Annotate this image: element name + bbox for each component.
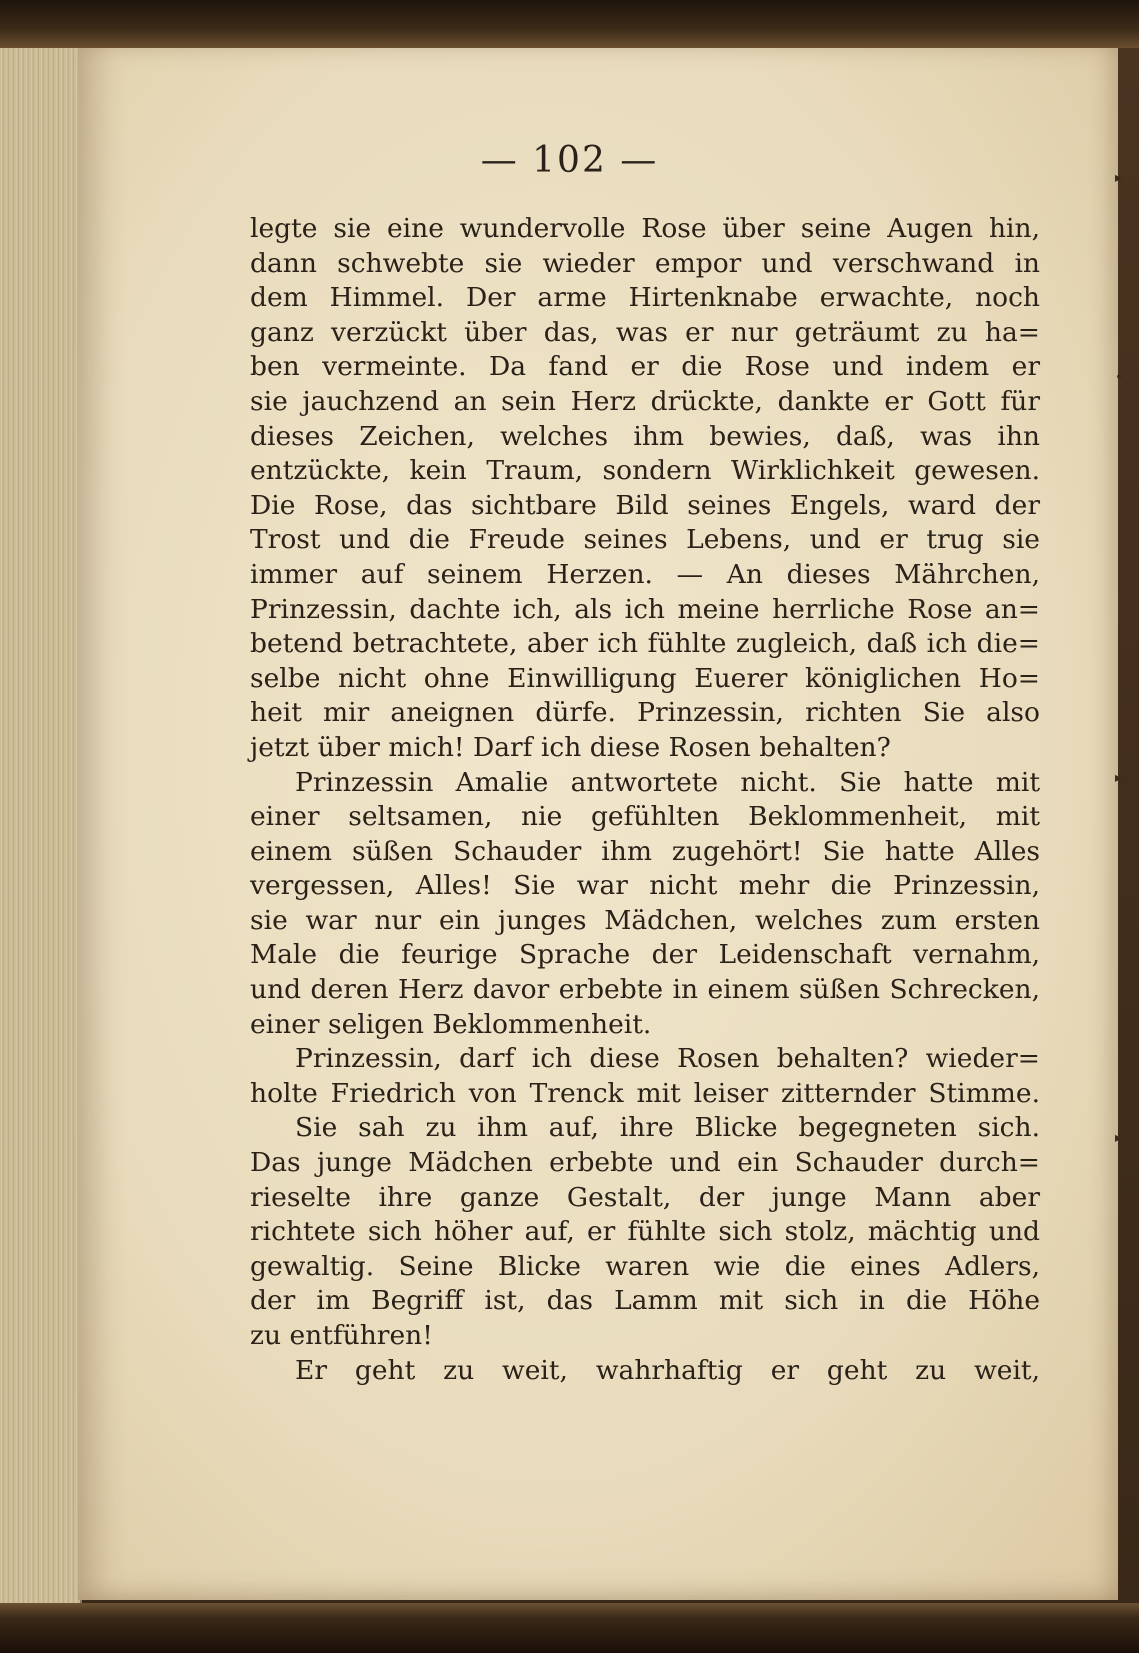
text-line: zu entführen! — [250, 1320, 433, 1351]
text-line: und deren Herz davor erbebte in einem süßen Schrecken, — [250, 974, 1040, 1006]
book-cover-top — [0, 0, 1139, 48]
text-line: betend betrachtete, aber ich fühlte zugleich, daß ich die= — [250, 628, 1040, 660]
text-line: selbe nicht ohne Einwilligung Euerer königlichen Ho= — [250, 662, 1040, 694]
text-line: dann schwebte sie wieder empor und verschwand in — [250, 247, 1040, 279]
page-text-body — [250, 212, 1040, 1388]
text-line: legte sie eine wundervolle Rose über seine Augen hin, — [250, 213, 1040, 244]
text-line: Male die feurige Sprache der Leidenschaft vernahm, — [250, 939, 1040, 971]
margin-mark: ▸ — [1115, 1130, 1123, 1146]
text-line: Die Rose, das sichtbare Bild seines Engels, ward der — [250, 489, 1040, 521]
text-line: sie jauchzend an sein Herz drückte, dankte er Gott für — [250, 385, 1040, 417]
margin-mark: ▸ — [1115, 170, 1123, 186]
text-line: immer auf seinem Herzen. — An dieses Mährchen, — [250, 558, 1040, 590]
page-number: — 102 — — [480, 140, 659, 181]
text-line: holte Friedrich von Trenck mit leiser zitternder Stimme. — [250, 1077, 1040, 1109]
text-line: richtete sich höher auf, er fühlte sich stolz, mächtig und — [250, 1216, 1040, 1248]
text-line: Prinzessin, dachte ich, als ich meine herrliche Rose an= — [250, 593, 1040, 625]
text-line: rieselte ihre ganze Gestalt, der junge Mann aber — [250, 1181, 1040, 1213]
book-cover-bottom — [0, 1603, 1139, 1653]
text-line: ganz verzückt über das, was er nur geträumt zu ha= — [250, 316, 1040, 348]
margin-mark: • — [1115, 370, 1124, 386]
text-line: dem Himmel. Der arme Hirtenknabe erwachte, noch — [250, 282, 1040, 314]
text-line: Er geht zu weit, wahrhaftig er geht zu weit, — [295, 1354, 1040, 1386]
text-line: ben vermeinte. Da fand er die Rose und indem er — [250, 351, 1040, 383]
text-line: Sie sah zu ihm auf, ihre Blicke begegneten sich. — [295, 1112, 1040, 1144]
text-line: entzückte, kein Traum, sondern Wirklichkeit gewesen. — [250, 455, 1040, 487]
text-line: vergessen, Alles! Sie war nicht mehr die Prinzessin, — [250, 870, 1040, 902]
page-edges — [0, 40, 82, 1610]
text-line: Prinzessin Amalie antwortete nicht. Sie hatte mit — [295, 766, 1040, 798]
margin-mark: ▸ — [1115, 770, 1123, 786]
text-line: Prinzessin, darf ich diese Rosen behalten? wieder= — [295, 1043, 1040, 1075]
text-line: gewaltig. Seine Blicke waren wie die eines Adlers, — [250, 1250, 1040, 1282]
text-line: jetzt über mich! Darf ich diese Rosen behalten? — [250, 731, 891, 763]
text-line: Trost und die Freude seines Lebens, und er trug sie — [250, 524, 1040, 556]
margin-marks — [1115, 150, 1129, 1450]
text-line: heit mir aneignen dürfe. Prinzessin, richten Sie also — [250, 697, 1040, 729]
text-line: einer seltsamen, nie gefühlten Beklommenheit, mit — [250, 801, 1040, 833]
text-line: Das junge Mädchen erbebte und ein Schauder durch= — [250, 1147, 1040, 1179]
text-line: dieses Zeichen, welches ihm bewies, daß, was ihn — [250, 420, 1040, 452]
text-line: einem süßen Schauder ihm zugehört! Sie hatte Alles — [250, 835, 1040, 867]
text-line: einer seligen Beklommenheit. — [250, 1008, 652, 1040]
text-line: sie war nur ein junges Mädchen, welches zum ersten — [250, 904, 1040, 936]
text-line: der im Begriff ist, das Lamm mit sich in die Höhe — [250, 1285, 1040, 1317]
